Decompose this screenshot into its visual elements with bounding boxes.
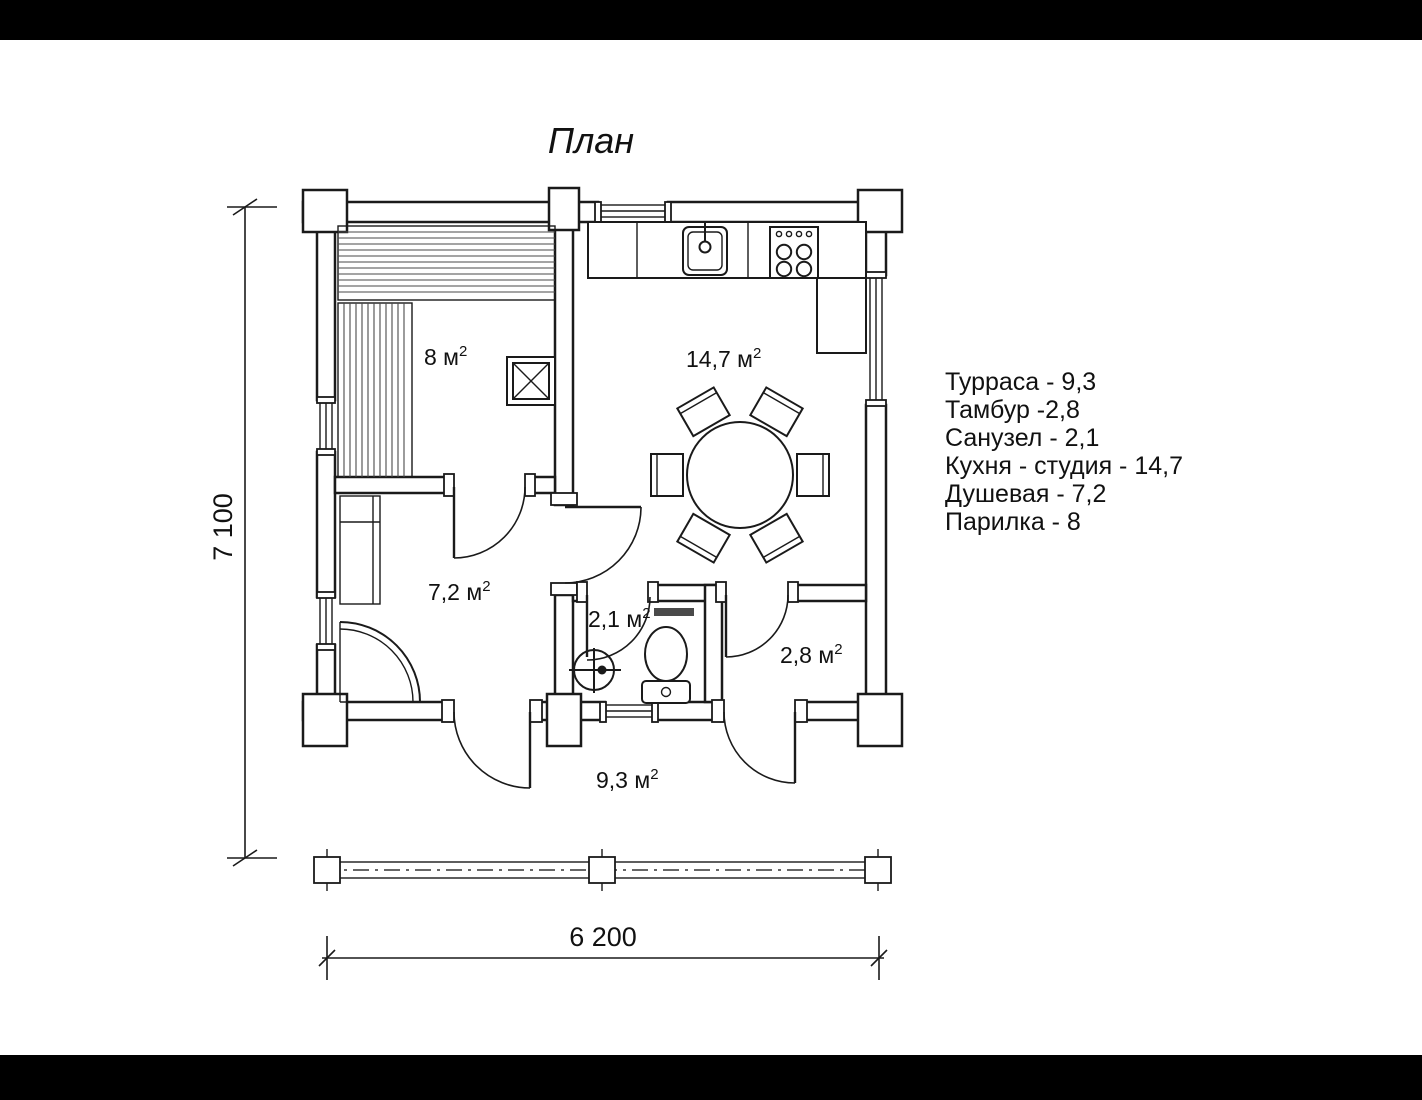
window-left-lower [317,592,335,650]
window-left-upper [317,397,335,455]
room-label-kitchen-studio: 14,7 $м^2$ [686,345,762,372]
legend-item-parilka: Парилка - 8 [945,508,1081,536]
door-parilka-shower [454,487,525,558]
room-label-parilka: 8 $м^2$ [424,343,468,370]
dimension-width-label: 6 200 [569,922,637,952]
room-legend [945,368,1183,536]
toilet-icon [642,627,690,703]
window-bottom-wc [600,702,658,722]
legend-item-tambour: Тамбур -2,8 [945,396,1080,424]
sauna-bench-top [338,226,555,300]
door-shower-terrace [454,712,530,788]
room-label-wc: 2,1 $м^2$ [588,605,651,632]
window-right-kitchen [866,272,886,406]
letterbox-bottom [0,1055,1422,1100]
room-label-shower: 7,2 $м^2$ [428,578,491,605]
sauna-stove-icon [507,357,555,405]
legend-item-shower: Душевая - 7,2 [945,480,1107,508]
wc-shelf [654,608,694,616]
sauna-bench-left [338,303,412,477]
legend-item-wc: Санузел - 2,1 [945,424,1100,452]
corner-shower [340,622,420,702]
door-kitchen-passage [565,507,641,583]
dimension-width [319,922,887,980]
door-tambour-inner [726,595,788,657]
window-top-kitchen [595,202,671,222]
dimension-height [208,199,277,866]
legend-item-kitchen: Кухня - студия - 14,7 [945,452,1183,480]
letterbox-top [0,0,1422,40]
kitchen-sink-icon [683,222,727,275]
room-label-tambour: 2,8 $м^2$ [780,641,843,668]
kitchen-stove-icon [770,227,818,278]
door-tambour-terrace [724,712,795,783]
dining-table [687,422,793,528]
room-label-terrace: 9,3 $м^2$ [596,766,659,793]
terrace-railing [314,849,891,891]
legend-item-terrace: Турраса - 9,3 [945,368,1097,396]
dimension-height-label: 7 100 [208,493,238,561]
shower-bench [340,496,380,604]
page-title: План [547,120,635,161]
